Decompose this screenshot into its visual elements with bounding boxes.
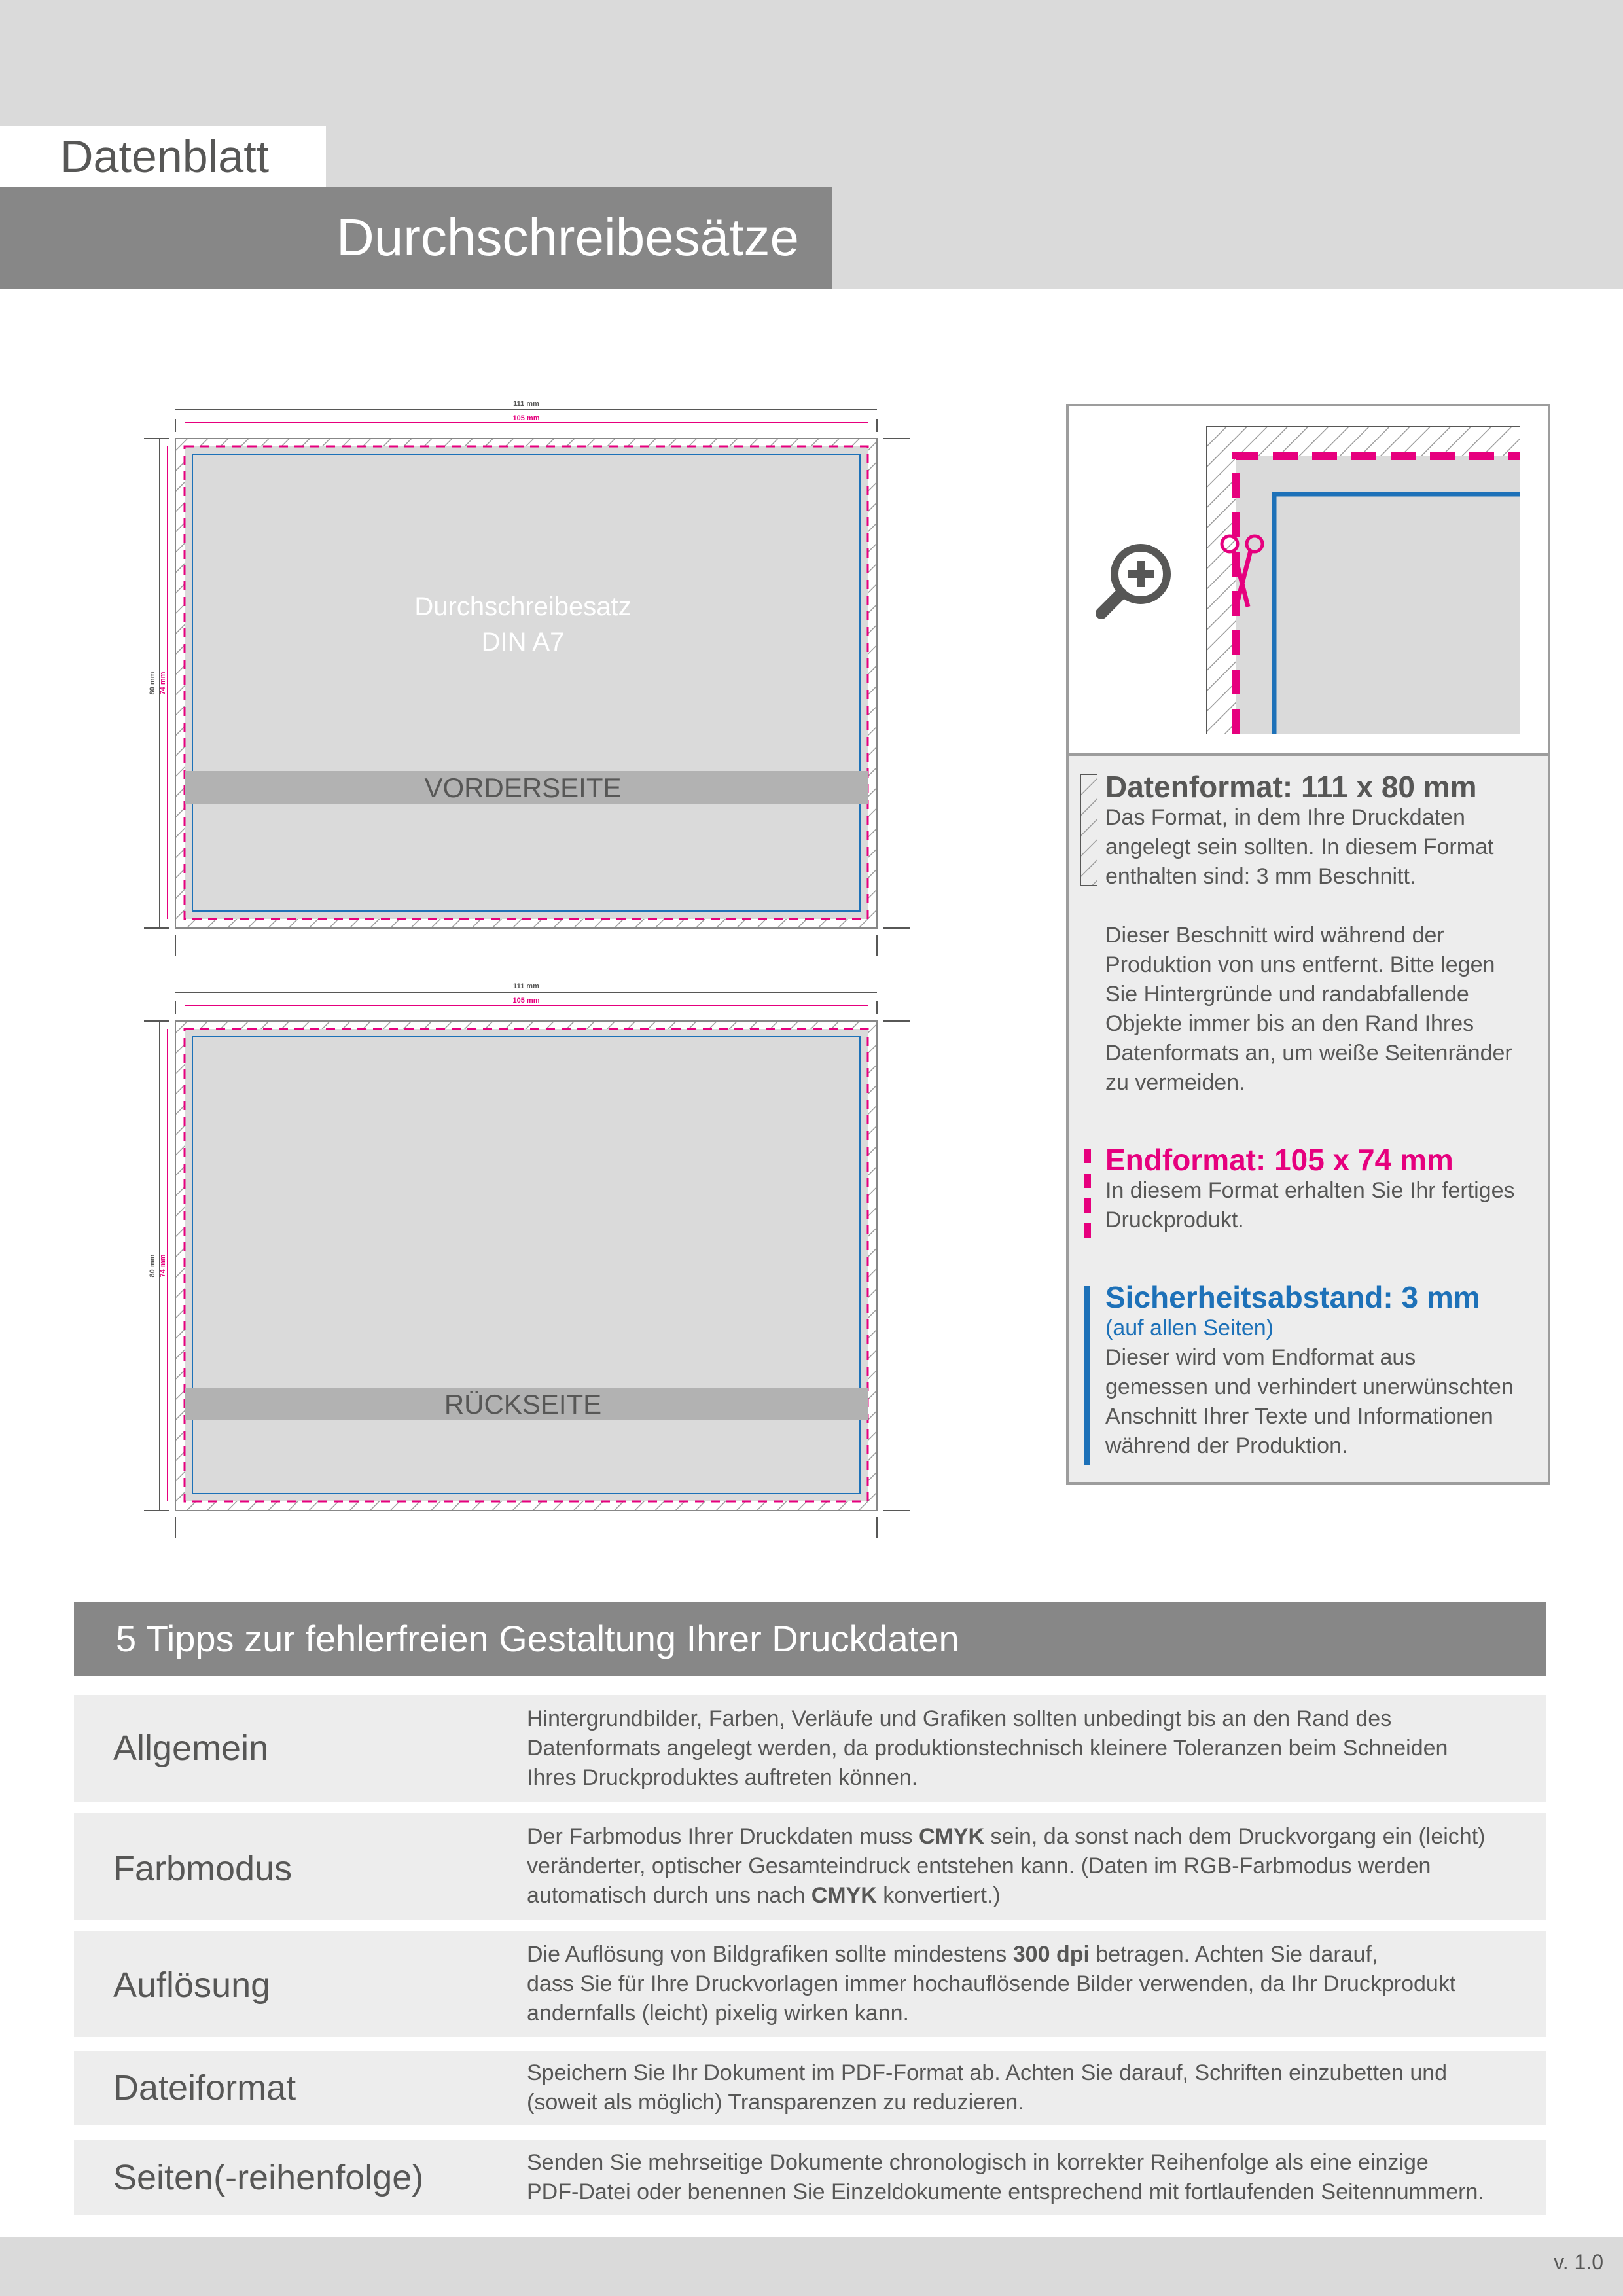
sicherheit-title: Sicherheitsabstand: 3 mm — [1105, 1280, 1480, 1314]
text-line: Datenformats an, um weiße Seitenränder — [1105, 1041, 1512, 1066]
tips-header — [74, 1602, 1546, 1676]
dim-width-outer: 111 mm — [513, 400, 539, 408]
tip-row-farbmodus — [74, 1813, 1546, 1920]
endformat-area — [185, 446, 868, 919]
tip-text — [527, 1704, 1535, 1793]
version-label: v. 1.0 — [1554, 2250, 1603, 2274]
front-side-label: VORDERSEITE — [424, 772, 622, 803]
text-line: gemessen und verhindert unerwünschten — [1105, 1374, 1514, 1399]
dim-width-inner: 105 mm — [512, 997, 540, 1005]
datenformat-text — [1105, 803, 1544, 891]
text-line: Dieser Beschnitt wird während der — [1105, 923, 1444, 948]
front-product-line2: DIN A7 — [481, 628, 565, 656]
tip-row-seiten — [74, 2140, 1546, 2215]
tip-text — [527, 2148, 1535, 2207]
tip-label: Allgemein — [113, 1729, 269, 1768]
sicherheit-marker — [1084, 1286, 1090, 1465]
text-line: automatisch durch uns nach CMYK konvertiert.) — [527, 1883, 1001, 1908]
tip-label: Dateiformat — [113, 2068, 296, 2108]
text-line: Produktion von uns entfernt. Bitte legen — [1105, 952, 1495, 977]
endformat-marker — [1083, 1149, 1092, 1240]
tip-text — [527, 1822, 1535, 1910]
dim-height-outer: 80 mm — [149, 672, 156, 695]
text-line: zu vermeiden. — [1105, 1070, 1245, 1095]
beschnitt-text — [1105, 921, 1544, 1098]
dim-width-inner: 105 mm — [512, 414, 540, 422]
back-format-diagram — [131, 975, 929, 1551]
sicherheit-text — [1105, 1343, 1544, 1461]
scissors-icon — [1219, 531, 1265, 609]
text-line: während der Produktion. — [1105, 1433, 1348, 1458]
endformat-text — [1105, 1176, 1544, 1235]
tip-row-allgemein — [74, 1695, 1546, 1802]
sicherheit-subtitle: (auf allen Seiten) — [1105, 1316, 1274, 1340]
tips-title: 5 Tipps zur fehlerfreien Gestaltung Ihrer Druckdaten — [116, 1618, 959, 1659]
tip-text — [527, 2058, 1535, 2117]
text-line: Hintergrundbilder, Farben, Verläufe und Grafiken sollten unbedingt bis an den Rand des — [527, 1706, 1392, 1731]
tip-label: Seiten(-reihenfolge) — [113, 2158, 424, 2197]
text-line: PDF-Datei oder benennen Sie Einzeldokumente entsprechend mit fortlaufenden Seitennummern. — [527, 2179, 1484, 2204]
text-line: veränderter, optischer Gesamteindruck entstehen kann. (Daten im RGB-Farbmodus werden — [527, 1854, 1431, 1878]
tip-label: Farbmodus — [113, 1849, 293, 1888]
text-line: Ihres Druckproduktes auftreten können. — [527, 1765, 918, 1790]
front-product-line1: Durchschreibesatz — [414, 592, 632, 621]
back-side-label: RÜCKSEITE — [444, 1389, 602, 1420]
datenblatt-text: Datenblatt — [60, 131, 270, 182]
front-format-diagram — [131, 393, 929, 969]
dim-height-inner: 74 mm — [159, 672, 167, 695]
format-info-box — [1066, 404, 1550, 1485]
dim-height-outer: 80 mm — [149, 1254, 156, 1278]
text-line: Dieser wird vom Endformat aus — [1105, 1345, 1416, 1370]
tip-text — [527, 1940, 1535, 2028]
datenformat-marker — [1080, 774, 1097, 886]
tip-row-dateiformat — [74, 2051, 1546, 2125]
text-line: Speichern Sie Ihr Dokument im PDF-Format ab. Achten Sie darauf, Schriften einzubetten und — [527, 2060, 1448, 2085]
text-line: dass Sie für Ihre Druckvorlagen immer hochauflösende Bilder verwenden, da Ihr Druckprodukt — [527, 1971, 1456, 1996]
magnifier-plus-icon — [1095, 537, 1180, 622]
text-line: Das Format, in dem Ihre Druckdaten — [1105, 805, 1465, 830]
text-line: Sie Hintergründe und randabfallende — [1105, 982, 1469, 1007]
datenformat-title: Datenformat: 111 x 80 mm — [1105, 770, 1477, 804]
text-line: andernfalls (leicht) pixelig wirken kann. — [527, 2001, 909, 2026]
datenblatt-label — [0, 126, 326, 187]
text-line: Die Auflösung von Bildgrafiken sollte mindestens 300 dpi betragen. Achten Sie darauf, — [527, 1942, 1378, 1967]
footer-band — [0, 2237, 1623, 2296]
text-line: Der Farbmodus Ihrer Druckdaten muss CMYK sein, da sonst nach dem Druckvorgang ein (leicht) — [527, 1824, 1486, 1849]
endformat-area — [185, 1029, 868, 1501]
text-line: Druckprodukt. — [1105, 1208, 1244, 1232]
dim-width-outer: 111 mm — [513, 982, 539, 990]
text-line: Datenformats angelegt werden, da produktionstechnisch kleinere Toleranzen beim Schneiden — [527, 1736, 1448, 1761]
text-line: angelegt sein sollten. In diesem Format — [1105, 834, 1494, 859]
title-bar — [0, 187, 832, 289]
page-title: Durchschreibesätze — [336, 208, 799, 266]
tip-label: Auflösung — [113, 1965, 271, 2005]
text-line: enthalten sind: 3 mm Beschnitt. — [1105, 864, 1416, 889]
text-line: In diesem Format erhalten Sie Ihr fertiges — [1105, 1178, 1515, 1203]
endformat-title: Endformat: 105 x 74 mm — [1105, 1143, 1454, 1177]
text-line: Senden Sie mehrseitige Dokumente chronologisch in korrekter Reihenfolge als eine einzige — [527, 2150, 1429, 2175]
tip-row-aufloesung — [74, 1931, 1546, 2037]
text-line: (soweit als möglich) Transparenzen zu reduzieren. — [527, 2090, 1024, 2115]
text-line: Anschnitt Ihrer Texte und Informationen — [1105, 1404, 1493, 1429]
dim-height-inner: 74 mm — [159, 1254, 167, 1278]
zoom-detail — [1069, 406, 1548, 756]
text-line: Objekte immer bis an den Rand Ihres — [1105, 1011, 1474, 1036]
